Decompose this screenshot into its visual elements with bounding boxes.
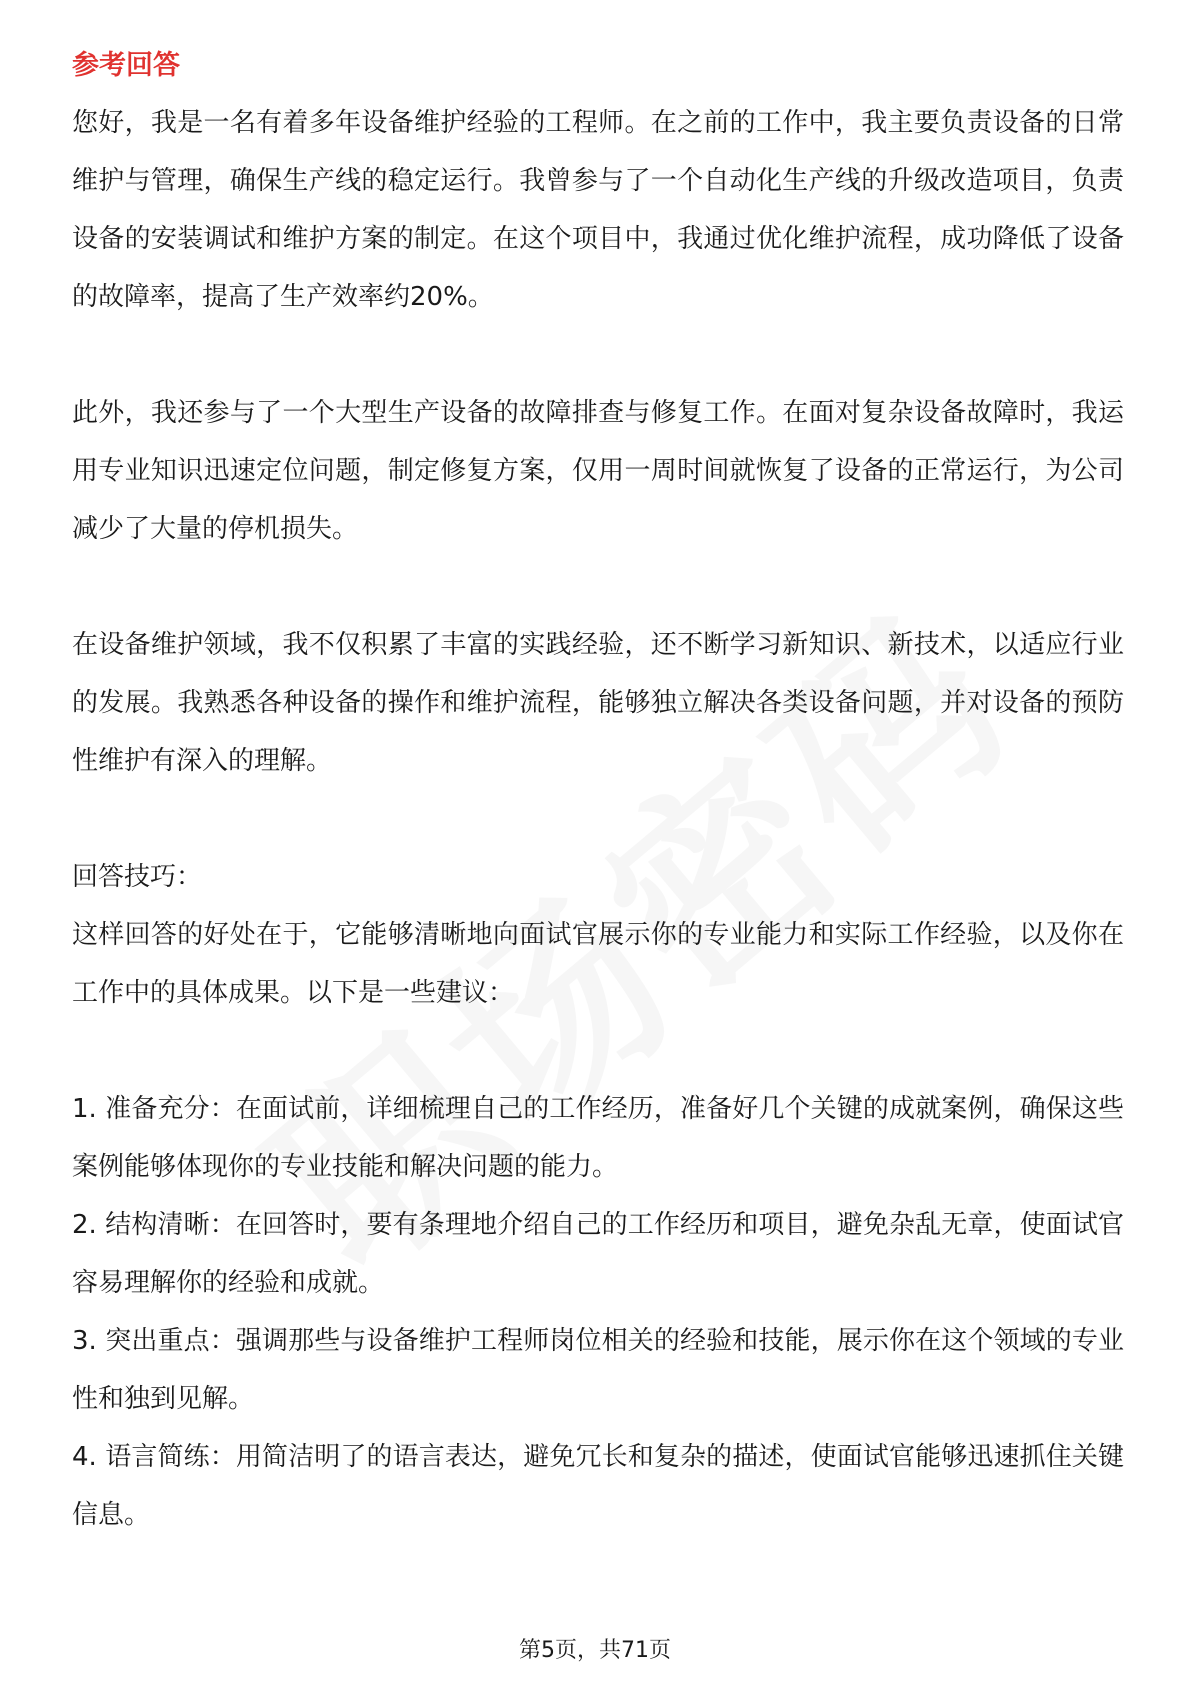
tip-item-2: 2. 结构清晰：在回答时，要有条理地介绍自己的工作经历和项目，避免杂乱无章，使面试官容易理解你的经验和成就。 — [72, 1210, 1124, 1298]
answer-paragraph-1: 您好，我是一名有着多年设备维护经验的工程师。在之前的工作中，我主要负责设备的日常维护与管理，确保生产线的稳定运行。我曾参与了一个自动化生产线的升级改造项目，负责设备的安装调试和维护方案的制定。在这个项目中，我通过优化维护流程，成功降低了设备的故障率，提高了生产效率约20%。 — [72, 108, 1124, 312]
section-heading: 参考回答 — [72, 50, 180, 81]
page-number: 第5页，共71页 — [519, 1638, 671, 1663]
tips-label: 回答技巧： — [72, 862, 203, 892]
tips-intro: 这样回答的好处在于，它能够清晰地向面试官展示你的专业能力和实际工作经验，以及你在工作中的具体成果。以下是一些建议： — [72, 920, 1124, 1008]
tip-item-4: 4. 语言简练：用简洁明了的语言表达，避免冗长和复杂的描述，使面试官能够迅速抓住关键信息。 — [72, 1442, 1124, 1530]
tip-item-1: 1. 准备充分：在面试前，详细梳理自己的工作经历，准备好几个关键的成就案例，确保这些案例能够体现你的专业技能和解决问题的能力。 — [72, 1094, 1124, 1182]
document-page — [72, 46, 1124, 1544]
tip-item-3: 3. 突出重点：强调那些与设备维护工程师岗位相关的经验和技能，展示你在这个领域的专业性和独到见解。 — [72, 1326, 1124, 1414]
answer-paragraph-2: 此外，我还参与了一个大型生产设备的故障排查与修复工作。在面对复杂设备故障时，我运用专业知识迅速定位问题，制定修复方案，仅用一周时间就恢复了设备的正常运行，为公司减少了大量的停机损失。 — [72, 398, 1124, 544]
answer-paragraph-3: 在设备维护领域，我不仅积累了丰富的实践经验，还不断学习新知识、新技术，以适应行业的发展。我熟悉各种设备的操作和维护流程，能够独立解决各类设备问题，并对设备的预防性维护有深入的理解。 — [72, 630, 1124, 776]
